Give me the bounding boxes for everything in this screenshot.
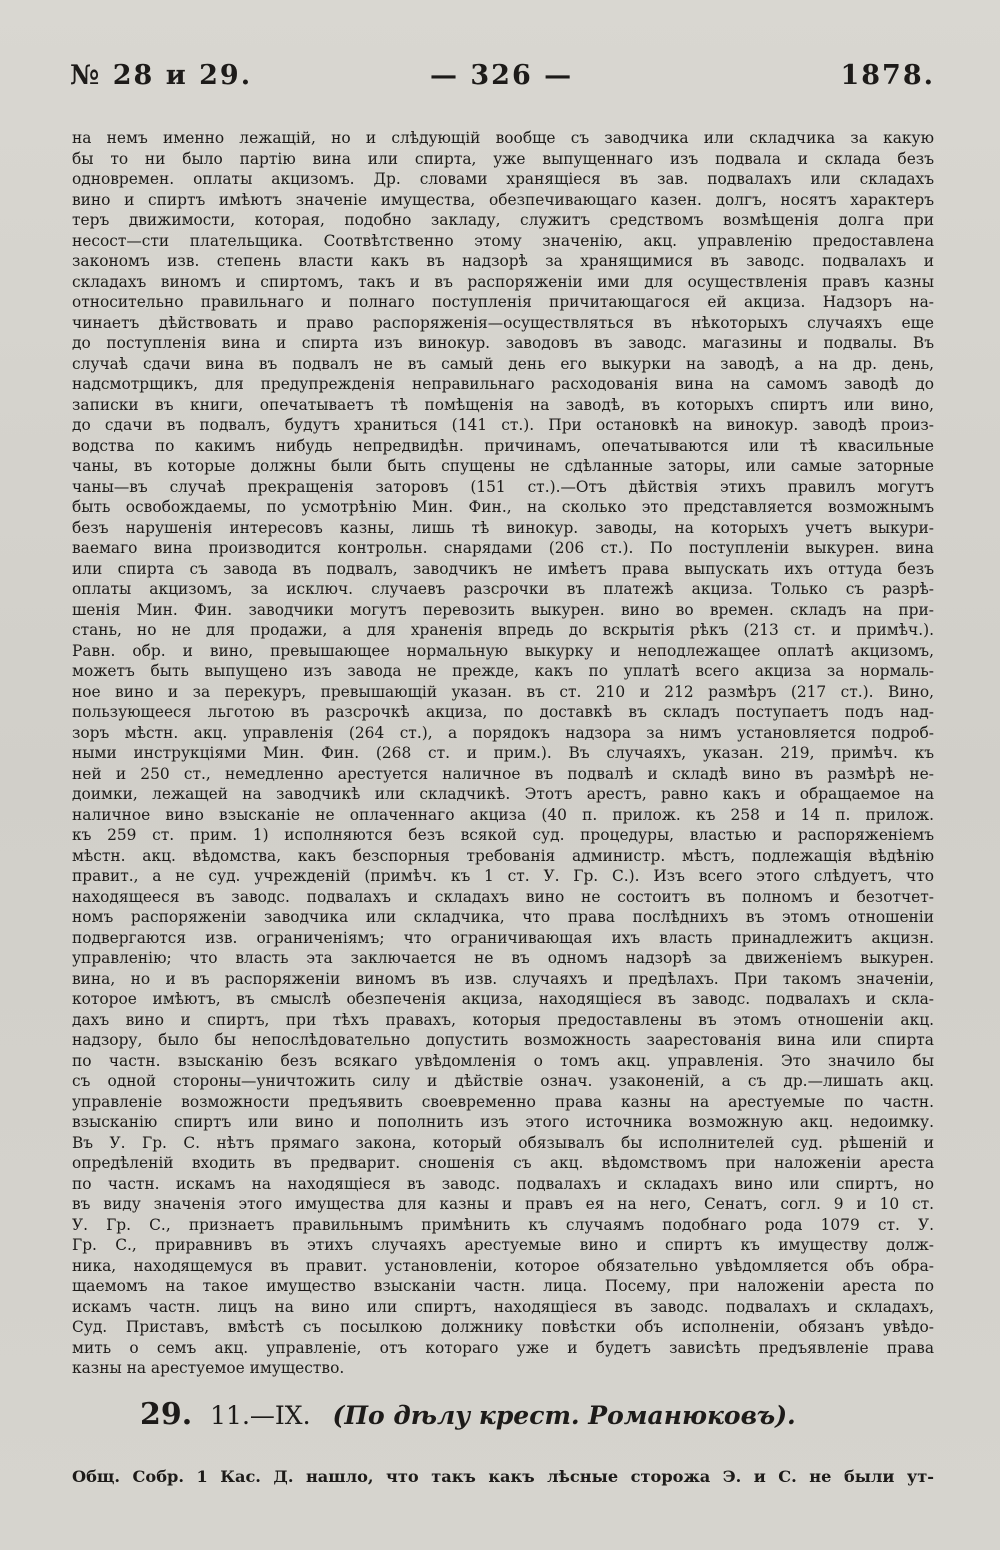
text-line: до сдачи въ подвалъ, будутъ храниться (141 ст.). При остановкѣ на винокур. заводѣ произ- [72,416,934,434]
text-line: подвергаются изв. ограниченіямъ; что ограничивающая ихъ власть принадлежитъ акцизн. [72,928,934,947]
page-header [70,60,935,110]
text-line: закономъ изв. степень власти какъ въ надзорѣ за хранящимися въ заводс. подвалахъ и [72,252,934,270]
text-line: водства по какимъ нибудь непредвидѣн. причинамъ, опечатываются или тѣ квасильные [72,436,934,455]
text-line: по частн. взысканію безъ всякаго увѣдомленія о томъ акц. управленія. Это значило бы [72,1051,934,1070]
text-line: искамъ частн. лицъ на вино или спиртъ, находящіеся въ заводс. подвалахъ и складахъ, [72,1297,934,1316]
text-line: зоръ мѣстн. акц. управленія (264 ст.), а порядокъ надзора за нимъ установляется подроб- [72,723,934,742]
section-date: 11.—IX. [210,1401,311,1430]
text-line: къ 259 ст. прим. 1) исполняются безъ всякой суд. процедуры, властью и распоряженіемъ [72,826,934,844]
text-line: Гр. С., приравнивъ въ этихъ случаяхъ арестуемые вино и спиртъ къ имуществу долж- [72,1236,934,1254]
text-line: стань, но не для продажи, а для храненія впредь до вскрытія рѣкъ (213 ст. и примѣч.). [72,621,934,639]
text-line: шенія Мин. Фин. заводчики могутъ перевозить выкурен. вино во времен. складъ на при- [72,600,934,619]
text-line: Равн. обр. и вино, превышающее нормальную выкурку и неподлежащее оплатѣ акцизомъ, [72,641,934,660]
text-line: по частн. искамъ на находящіеся въ заводс. подвалахъ и складахъ вино или спиртъ, но [72,1174,934,1193]
body-text [72,128,934,1379]
text-line: одновремен. оплаты акцизомъ. Др. словами хранящіеся въ зав. подвалахъ или складахъ [72,170,934,188]
text-line: складахъ виномъ и спиртомъ, такъ и въ распоряженіи ими для осуществленія правъ казны [72,272,934,291]
text-line: можетъ быть выпущено изъ завода не прежде, какъ по уплатѣ всего акциза за нормаль- [72,662,934,680]
text-line: съ одной стороны—уничтожить силу и дѣйствіе означ. узаконеній, а съ др.—лишать акц. [72,1072,934,1090]
text-line: или спирта съ завода въ подвалъ, заводчикъ не имѣетъ права выпускать ихъ оттуда безъ [72,559,934,578]
text-line: ника, находящемуся въ правит. установленіи, которое обязательно увѣдомляется объ обра- [72,1256,934,1275]
text-line: управленію; что власть эта заключается не въ одномъ надзорѣ за движеніемъ выкурен. [72,949,934,967]
text-line: ное вино и за перекуръ, превышающій указан. въ ст. 210 и 212 размѣръ (217 ст.). Вино, [72,682,934,701]
text-line: до поступленія вина и спирта изъ винокур. заводовъ въ заводс. магазины и подвалы. Въ [72,334,934,352]
text-line: надсмотрщикъ, для предупрежденія неправильнаго расходованія вина на самомъ заводѣ до [72,375,934,393]
text-line: ными инструкціями Мин. Фин. (268 ст. и прим.). Въ случаяхъ, указан. 219, примѣч. къ [72,744,934,762]
text-line: Въ У. Гр. С. нѣтъ прямаго закона, который обязывалъ бы исполнителей суд. рѣшеній и [72,1133,934,1152]
text-line: дахъ вино и спиртъ, при тѣхъ правахъ, которыя предоставлены въ этомъ отношеніи акц. [72,1010,934,1029]
text-line: чинаетъ дѣйствовать и право распоряженія—осуществляться въ нѣкоторыхъ случаяхъ еще [72,313,934,332]
text-line: ваемаго вина производится контрольн. снарядами (206 ст.). По поступленіи выкурен. вина [72,539,934,557]
text-line: случаѣ сдачи вина въ подвалъ не въ самый день его выкурки на заводѣ, а на др. день, [72,354,934,373]
text-line: вина, но и въ распоряженіи виномъ въ изв. случаяхъ и предѣлахъ. При такомъ значеніи, [72,969,934,988]
text-line: опредѣленій входить въ предварит. сношенія съ акц. вѣдомствомъ при наложеніи ареста [72,1154,934,1172]
text-line: доимки, лежащей на заводчикѣ или складчикѣ. Этотъ арестъ, равно какъ и обращаемое на [72,785,934,803]
text-line: чаны, въ которые должны были быть спущены не сдѣланные заторы, или самые заторные [72,457,934,475]
text-line: записки въ книги, опечатываетъ тѣ помѣщенія на заводѣ, въ которыхъ спиртъ или вино, [72,395,934,414]
text-line: щаемомъ на такое имущество взысканіи частн. лица. Посему, при наложеніи ареста по [72,1277,934,1295]
text-line: ней и 250 ст., немедленно арестуется наличное въ подвалѣ и складѣ вино въ размѣрѣ не- [72,764,934,783]
text-line: быть освобождаемы, по усмотрѣнію Мин. Фин., на сколько это представляется возможнымъ [72,498,934,516]
text-line: казны на арестуемое имущество. [72,1359,345,1377]
page-number: — 326 — [430,60,574,91]
text-line: наличное вино взысканіе не оплаченнаго акциза (40 п. прилож. къ 258 и 14 п. прилож. [72,805,934,824]
issue-number: № 28 и 29. [70,60,253,91]
text-line: пользующееся льготою въ разсрочкѣ акциза, по доставкѣ въ складъ поступаетъ подъ над- [72,703,934,721]
text-line: мить о семъ акц. управленіе, отъ котораго уже и будетъ зависѣть предъявленіе права [72,1338,934,1357]
text-line: правит., а не суд. учрежденій (примѣч. къ 1 ст. У. Гр. С.). Изъ всего этого слѣдуетъ, что [72,867,934,885]
text-line: оплаты акцизомъ, за исключ. случаевъ разсрочки въ платежѣ акциза. Только съ разрѣ- [72,580,934,598]
text-line: бы то ни было партію вина или спирта, уже выпущеннаго изъ подвала и склада безъ [72,149,934,168]
text-line: управленіе возможности предъявить своевременно права казны на арестуемые по частн. [72,1092,934,1111]
section-first-line: Общ. Собр. 1 Кас. Д. нашло, что такъ какъ лѣсные сторожа Э. и С. не были ут- [72,1467,934,1486]
text-line: несост—сти плательщика. Соотвѣтственно этому значенію, акц. управленію предоставлена [72,231,934,250]
year: 1878. [840,60,935,91]
text-line: относительно правильнаго и полнаго поступленія причитающагося ей акциза. Надзоръ на- [72,293,934,311]
text-line: взысканію спиртъ или вино и пополнить изъ этого источника возможную акц. недоимку. [72,1113,934,1131]
text-line: безъ нарушенія интересовъ казны, лишь тѣ винокур. заводы, на которыхъ учетъ выкури- [72,518,934,537]
text-line: чаны—въ случаѣ прекращенія заторовъ (151 ст.).—Отъ дѣйствія этихъ правилъ могутъ [72,477,934,496]
text-line: находящееся въ заводс. подвалахъ и складахъ вино не состоитъ въ полномъ и безотчет- [72,887,934,906]
text-line: которое имѣютъ, въ смыслѣ обезпеченія акциза, находящіеся въ заводс. подвалахъ и скла- [72,990,934,1008]
section-case-title: (По дѣлу крест. Романюковъ). [332,1401,796,1430]
text-line: теръ движимости, которая, подобно закладу, служитъ средствомъ возмѣщенія долга при [72,211,934,229]
text-line: на немъ именно лежащій, но и слѣдующій вообще съ заводчика или складчика за какую [72,129,934,147]
text-line: У. Гр. С., признаетъ правильнымъ примѣнить къ случаямъ подобнаго рода 1079 ст. У. [72,1215,934,1234]
section-number: 29. [140,1397,193,1432]
section-heading [140,1397,920,1432]
text-line: въ виду значенія этого имущества для казны и правъ ея на него, Сенатъ, согл. 9 и 10 ст. [72,1195,934,1213]
text-line: номъ распоряженіи заводчика или складчика, что права послѣднихъ въ этомъ отношеніи [72,908,934,926]
text-line: Суд. Приставъ, вмѣстѣ съ посылкою должнику повѣстки объ исполненіи, обязанъ увѣдо- [72,1318,934,1336]
text-line: надзору, было бы непослѣдовательно допустить возможность заарестованія вина или спирта [72,1031,934,1049]
text-line: вино и спиртъ имѣютъ значеніе имущества, обезпечивающаго казен. долгъ, носятъ характеръ [72,190,934,209]
text-line: мѣстн. акц. вѣдомства, какъ безспорныя требованія администр. мѣстъ, подлежащія вѣдѣнію [72,846,934,865]
